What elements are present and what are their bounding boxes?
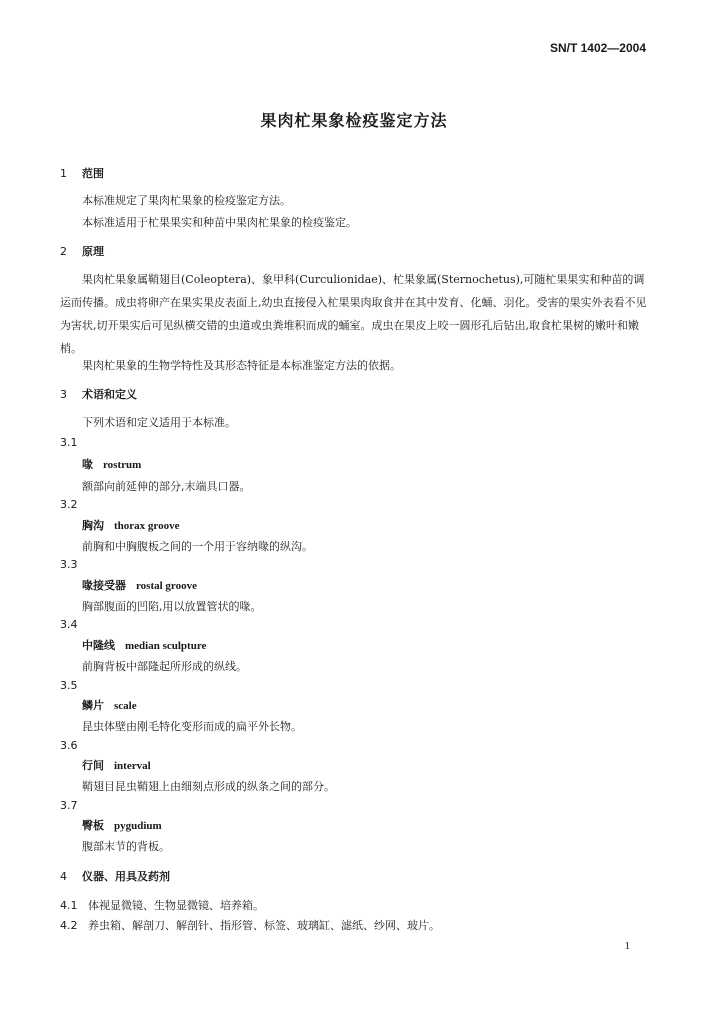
term-heading bbox=[82, 578, 197, 594]
terms-intro: 下列术语和定义适用于本标准。 bbox=[82, 416, 236, 429]
term-definition: 腹部末节的背板。 bbox=[82, 840, 170, 853]
equipment-item bbox=[60, 898, 264, 914]
term-heading bbox=[82, 518, 179, 534]
section-1-heading bbox=[60, 166, 104, 182]
term-heading bbox=[82, 758, 151, 774]
section-4-heading bbox=[60, 869, 170, 885]
term-number: 3.5 bbox=[60, 679, 78, 692]
term-heading bbox=[82, 698, 137, 714]
standard-code: SN/T 1402—2004 bbox=[549, 41, 646, 55]
term-cn: 行间 bbox=[82, 759, 104, 772]
term-en: pygudium bbox=[114, 820, 162, 832]
term-cn: 臀板 bbox=[82, 819, 104, 832]
item-number: 4.1 bbox=[60, 899, 78, 912]
document-title: 果肉杧果象检疫鉴定方法 bbox=[260, 111, 448, 130]
principle-paragraph-1: 果肉杧果象属鞘翅目(Coleoptera)、象甲科(Curculionidae)、杧果象属(Sternochetus),可随杧果果实和种苗的调运而传播。成虫将卵产在果实果皮表面上,幼虫直接侵入杧果果肉取食并在其中发育、化蛹、羽化。受害的果实外表看不见为害状,切开果实后可见纵横交错的虫道或虫粪堆积而成的蛹室。成虫在果皮上咬一圆形孔后钻出,取食杧果树的嫩叶和嫩梢。 bbox=[60, 273, 647, 355]
section-3-heading bbox=[60, 387, 137, 403]
item-text: 体视显微镜、生物显微镜、培养箱。 bbox=[88, 899, 264, 912]
term-cn: 喙接受器 bbox=[82, 579, 126, 592]
term-definition: 额部向前延伸的部分,末端具口器。 bbox=[82, 480, 251, 493]
term-en: scale bbox=[114, 700, 137, 712]
equipment-item bbox=[60, 918, 440, 934]
term-number: 3.3 bbox=[60, 558, 78, 571]
term-cn: 胸沟 bbox=[82, 519, 104, 532]
term-definition: 前胸和中胸腹板之间的一个用于容纳喙的纵沟。 bbox=[82, 540, 313, 553]
term-heading bbox=[82, 818, 162, 834]
scope-line-1: 本标准规定了果肉杧果象的检疫鉴定方法。 bbox=[82, 194, 291, 207]
section-2-heading bbox=[60, 244, 104, 260]
section-number: 2 bbox=[60, 245, 67, 258]
section-title: 仪器、用具及药剂 bbox=[82, 870, 170, 883]
term-number: 3.7 bbox=[60, 799, 78, 812]
term-definition: 胸部腹面的凹陷,用以放置管状的喙。 bbox=[82, 600, 262, 613]
page-number: 1 bbox=[624, 940, 630, 952]
section-title: 术语和定义 bbox=[82, 388, 137, 401]
term-definition: 前胸背板中部隆起所形成的纵线。 bbox=[82, 660, 247, 673]
section-title: 范围 bbox=[82, 167, 104, 180]
item-number: 4.2 bbox=[60, 919, 78, 932]
term-definition: 鞘翅目昆虫鞘翅上由细刻点形成的纵条之间的部分。 bbox=[82, 780, 335, 793]
section-number: 4 bbox=[60, 870, 67, 883]
section-number: 3 bbox=[60, 388, 67, 401]
term-heading bbox=[82, 638, 206, 654]
term-cn: 鳞片 bbox=[82, 699, 104, 712]
term-en: rostrum bbox=[103, 459, 142, 471]
term-definition: 昆虫体壁由刚毛特化变形而成的扁平外长物。 bbox=[82, 720, 302, 733]
term-en: thorax groove bbox=[114, 520, 180, 532]
term-number: 3.6 bbox=[60, 739, 78, 752]
term-number: 3.2 bbox=[60, 498, 78, 511]
term-cn: 中隆线 bbox=[82, 639, 115, 652]
principle-paragraph-2: 果肉杧果象的生物学特性及其形态特征是本标准鉴定方法的依据。 bbox=[82, 359, 401, 372]
section-title: 原理 bbox=[82, 245, 104, 258]
item-text: 养虫箱、解剖刀、解剖针、指形管、标签、玻璃缸、滤纸、纱网、玻片。 bbox=[88, 919, 440, 932]
term-en: rostal groove bbox=[136, 580, 197, 592]
section-number: 1 bbox=[60, 167, 67, 180]
term-number: 3.1 bbox=[60, 436, 78, 449]
term-cn: 喙 bbox=[82, 458, 93, 471]
term-en: interval bbox=[114, 760, 151, 772]
term-number: 3.4 bbox=[60, 618, 78, 631]
term-en: median sculpture bbox=[125, 640, 207, 652]
term-heading bbox=[82, 457, 141, 473]
scope-line-2: 本标准适用于杧果果实和种苗中果肉杧果象的检疫鉴定。 bbox=[82, 216, 357, 229]
